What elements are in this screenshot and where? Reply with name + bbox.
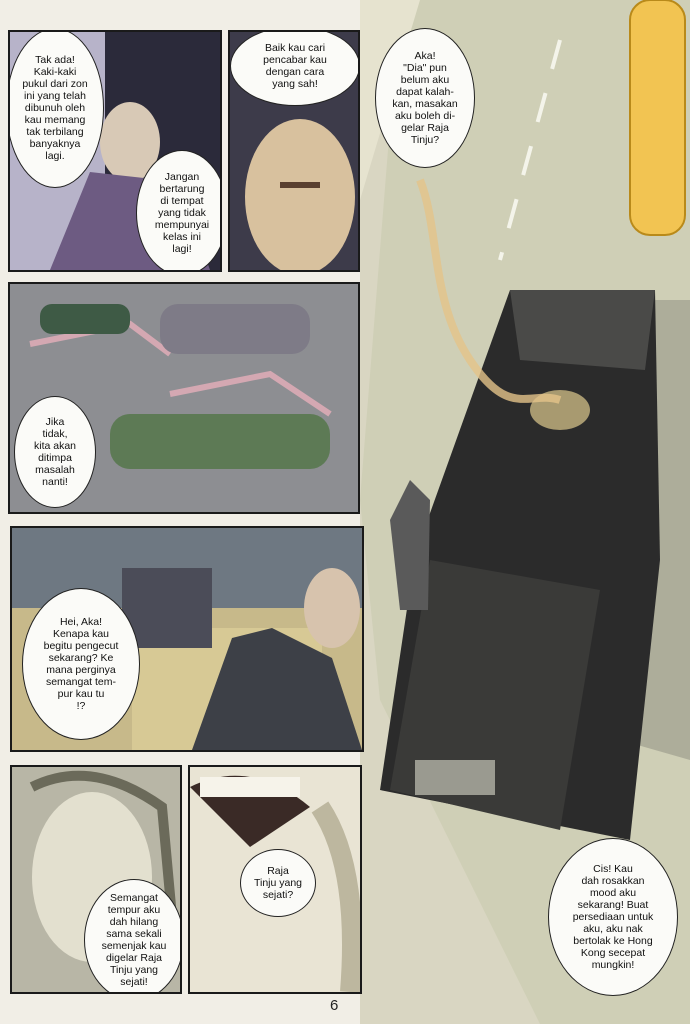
panel-6 bbox=[188, 765, 362, 994]
panel-2 bbox=[228, 30, 360, 272]
street-light bbox=[630, 0, 685, 235]
speech-bubble: Hei, Aka! Kenapa kau begitu pengecut sekarang? Ke mana perginya semangat tem- pur kau tu !? bbox=[22, 588, 140, 740]
panel-car-scene bbox=[360, 0, 690, 1024]
panel-5 bbox=[10, 765, 182, 994]
panel-3 bbox=[8, 282, 360, 514]
speech-bubble: Jika tidak, kita akan ditimpa masalah nanti! bbox=[14, 396, 96, 508]
page-number: 6 bbox=[330, 997, 339, 1014]
speech-bubble: Tak ada! Kaki-kaki pukul dari zon ini yang telah dibunuh oleh kau memang tak terbilang banyaknya lagi. bbox=[8, 30, 104, 188]
speech-bubble: Jangan bertarung di tempat yang tidak mempunyai kelas ini lagi! bbox=[136, 150, 222, 272]
speech-bubble: Raja Tinju yang sejati? bbox=[240, 849, 316, 917]
speech-bubble: Aka! "Dia" pun belum aku dapat kalah- kan, masakan aku boleh di- gelar Raja Tinju? bbox=[375, 28, 475, 168]
speech-bubble: Semangat tempur aku dah hilang sama sekali semenjak kau digelar Raja Tinju yang sejati! bbox=[84, 879, 182, 994]
speech-bubble: Cis! Kau dah rosakkan mood aku sekarang! Buat persediaan untuk aku, aku nak bertolak ke Hong Kong secepat mungkin! bbox=[548, 838, 678, 996]
speech-bubble: Baik kau cari pencabar kau dengan cara yang sah! bbox=[230, 30, 360, 106]
panel-4 bbox=[10, 526, 364, 752]
panel-1 bbox=[8, 30, 222, 272]
